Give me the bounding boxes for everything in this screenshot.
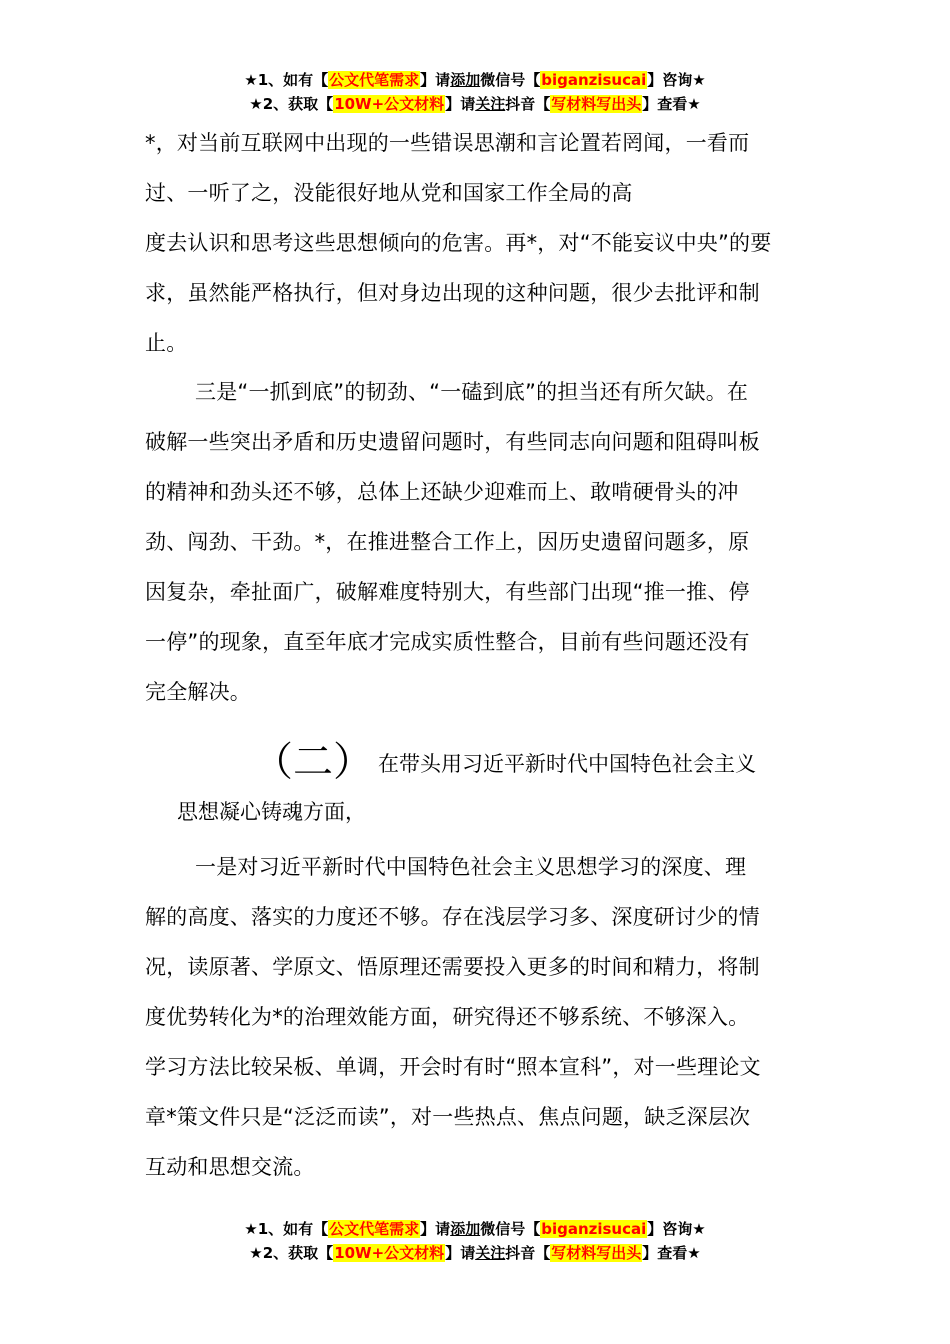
banner-text: ★1、如有【 bbox=[244, 71, 329, 89]
text-line: 三是“一抓到底”的韧劲、“一磕到底”的担当还有所欠缺。在 bbox=[195, 380, 749, 404]
paragraph-1 bbox=[145, 118, 810, 368]
banner-highlight-service: 公文代笔需求 bbox=[329, 71, 420, 89]
banner-text: ★1、如有【 bbox=[244, 1220, 329, 1238]
banner-text: 】请 bbox=[420, 71, 451, 89]
text-line: 度去认识和思考这些思想倾向的危害。再*，对“不能妄议中央”的要 bbox=[145, 231, 772, 255]
banner-text: 】查看★ bbox=[642, 1244, 701, 1262]
banner-highlight-materials: 10W+公文材料 bbox=[334, 95, 445, 113]
text-line: 一停”的现象，直至年底才完成实质性整合，目前有些问题还没有 bbox=[145, 630, 750, 654]
text-line: 度优势转化为*的治理效能方面，研究得还不够系统、不够深入。 bbox=[145, 1005, 750, 1029]
banner-underline: 关注 bbox=[475, 95, 506, 113]
text-line: 止。 bbox=[145, 331, 188, 355]
banner-line-1 bbox=[0, 1217, 950, 1241]
text-line: 破解一些突出矛盾和历史遗留问题时，有些同志向问题和阻碍叫板 bbox=[145, 430, 760, 454]
section-title-line-1: 在带头用习近平新时代中国特色社会主义 bbox=[378, 752, 756, 776]
banner-highlight-materials: 10W+公文材料 bbox=[334, 1244, 445, 1262]
banner-underline: 添加 bbox=[450, 71, 481, 89]
text-line: *，对当前互联网中出现的一些错误思潮和言论置若罔闻，一看而 bbox=[145, 131, 750, 155]
text-line: 的精神和劲头还不够，总体上还缺少迎难而上、敢啃硬骨头的冲 bbox=[145, 480, 739, 504]
banner-text: ★2、获取【 bbox=[249, 1244, 334, 1262]
banner-text: 】查看★ bbox=[642, 95, 701, 113]
banner-text: 微信号【 bbox=[480, 1220, 541, 1238]
banner-highlight-service: 公文代笔需求 bbox=[329, 1220, 420, 1238]
banner-underline: 添加 bbox=[450, 1220, 481, 1238]
text-line: 一是对习近平新时代中国特色社会主义思想学习的深度、理 bbox=[195, 855, 747, 879]
text-line: 过、一听了之，没能很好地从党和国家工作全局的高 bbox=[145, 181, 633, 205]
banner-highlight-wechat-id: biganzisucai bbox=[541, 1220, 647, 1238]
text-line: 求，虽然能严格执行，但对身边出现的这种问题，很少去批评和制 bbox=[145, 281, 760, 305]
banner-underline: 关注 bbox=[475, 1244, 506, 1262]
banner-line-2 bbox=[0, 1241, 950, 1265]
section-title-line-2: 思想凝心铸魂方面， bbox=[177, 800, 366, 824]
banner-line-1 bbox=[0, 68, 950, 92]
banner-line-2 bbox=[0, 92, 950, 116]
text-line: 因复杂，牵扯面广，破解难度特别大，有些部门出现“推一推、停 bbox=[145, 580, 750, 604]
header-banner bbox=[0, 68, 950, 116]
banner-text: 抖音【 bbox=[505, 95, 551, 113]
banner-text: 】咨询★ bbox=[647, 1220, 706, 1238]
text-line: 学习方法比较呆板、单调，开会时有时“照本宣科”，对一些理论文 bbox=[145, 1055, 761, 1079]
footer-banner bbox=[0, 1217, 950, 1265]
banner-text: 】咨询★ bbox=[647, 71, 706, 89]
text-line: 解的高度、落实的力度还不够。存在浅层学习多、深度研讨少的情 bbox=[145, 905, 760, 929]
section-number: （二） bbox=[253, 739, 373, 785]
text-line: 章*策文件只是“泛泛而读”，对一些热点、焦点问题，缺乏深层次 bbox=[145, 1105, 751, 1129]
text-line: 互动和思想交流。 bbox=[145, 1155, 315, 1179]
banner-text: 】请 bbox=[445, 1244, 476, 1262]
banner-text: 】请 bbox=[420, 1220, 451, 1238]
paragraph-2 bbox=[145, 367, 810, 717]
banner-text: 微信号【 bbox=[480, 71, 541, 89]
banner-highlight-douyin: 写材料写出头 bbox=[551, 1244, 642, 1262]
banner-highlight-wechat-id: biganzisucai bbox=[541, 71, 647, 89]
banner-text: 】请 bbox=[445, 95, 476, 113]
paragraph-3 bbox=[145, 842, 810, 1192]
banner-highlight-douyin: 写材料写出头 bbox=[551, 95, 642, 113]
banner-text: ★2、获取【 bbox=[249, 95, 334, 113]
banner-text: 抖音【 bbox=[505, 1244, 551, 1262]
text-line: 劲、闯劲、干劲。*，在推进整合工作上，因历史遗留问题多，原 bbox=[145, 530, 750, 554]
text-line: 完全解决。 bbox=[145, 680, 251, 704]
text-line: 况，读原著、学原文、悟原理还需要投入更多的时间和精力，将制 bbox=[145, 955, 760, 979]
